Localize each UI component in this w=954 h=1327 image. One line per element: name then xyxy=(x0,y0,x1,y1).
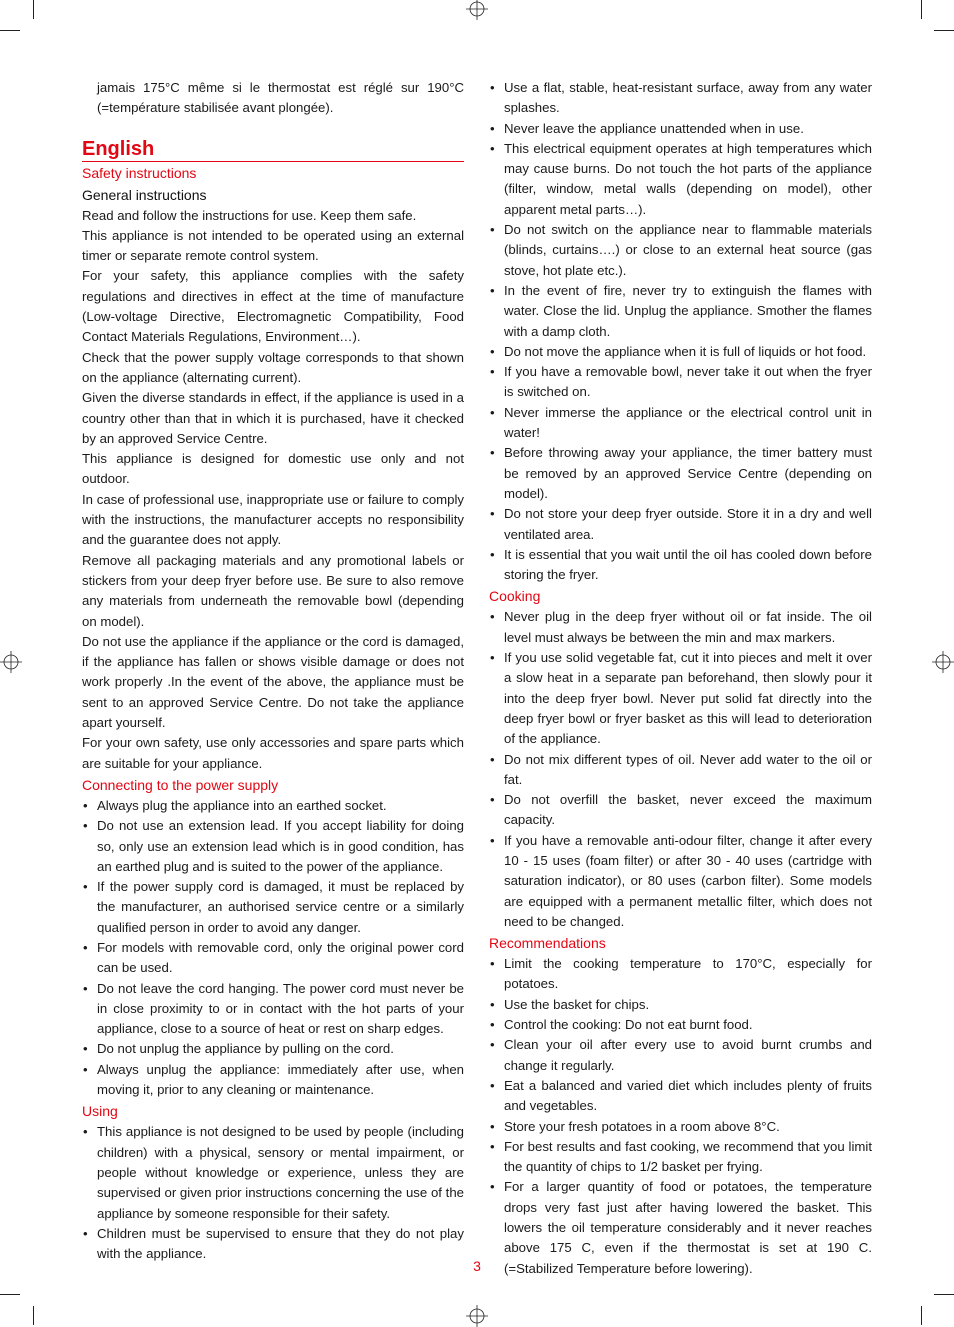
using-list-right xyxy=(489,78,872,585)
list-item: • It is essential that you wait until the oil has cooled down before storing the fryer. xyxy=(489,545,872,586)
paragraph: For your own safety, use only accessories and spare parts which are suitable for your appliance. xyxy=(82,735,464,771)
registration-mark-icon xyxy=(466,1305,488,1327)
list-item: • Store your fresh potatoes in a room above 8°C. xyxy=(489,1117,872,1137)
list-item: • Do not use an extension lead. If you accept liability for doing so, only use an extension lead which is in good condition, has an earthed plug and is suited to the power of the appliance. xyxy=(82,816,464,877)
list-item: • This electrical equipment operates at high temperatures which may cause burns. Do not touch the hot parts of the appliance (filter, window, metal walls (depending on model), other apparent metal parts…). xyxy=(489,139,872,220)
list-item: • Never plug in the deep fryer without oil or fat inside. The oil level must always be between the min and max markers. xyxy=(489,607,872,648)
using-list-left xyxy=(82,1122,464,1264)
left-column xyxy=(82,78,464,1264)
power-heading: Connecting to the power supply xyxy=(82,776,279,793)
using-heading: Using xyxy=(82,1103,118,1120)
list-item: • Do not switch on the appliance near to flammable materials (blinds, curtains….) or close to an external heat source (gas stove, hot plate etc.). xyxy=(489,220,872,281)
cooking-list xyxy=(489,607,872,932)
general-paragraphs xyxy=(82,206,464,774)
list-item: • If the power supply cord is damaged, it must be replaced by the manufacturer, an authorised service centre or a similarly qualified person in order to avoid any danger. xyxy=(82,877,464,938)
crop-mark xyxy=(934,1294,954,1295)
crop-mark xyxy=(33,1306,34,1325)
crop-mark xyxy=(934,30,954,31)
paragraph: This appliance is designed for domestic use only and not outdoor. xyxy=(82,451,464,487)
recommendations-list xyxy=(489,954,872,1279)
list-item: • For best results and fast cooking, we recommend that you limit the quantity of chips to 1/2 basket per frying. xyxy=(489,1137,872,1178)
crop-mark xyxy=(33,0,34,19)
list-item: • Clean your oil after every use to avoid burnt crumbs and change it regularly. xyxy=(489,1035,872,1076)
paragraph: For your safety, this appliance complies with the safety regulations and directives in effect at the time of manufacture (Low-voltage Directive, Electromagnetic Compatibility, Food Contact Materials Regulations, Environment…). xyxy=(82,268,464,345)
right-column xyxy=(489,78,872,1279)
list-item: • Do not move the appliance when it is full of liquids or hot food. xyxy=(489,342,872,362)
list-item: • For a larger quantity of food or potatoes, the temperature drops very fast just after having lowered the basket. This lowers the oil temperature considerably and it never reaches above 175 C, even if the thermostat is set at 190 C. (=Stabilized Temperature before lowering). xyxy=(489,1177,872,1278)
paragraph: Remove all packaging materials and any promotional labels or stickers from your deep fryer before use. Be sure to also remove any materials from underneath the removable bowl (depending on model). xyxy=(82,552,464,629)
paragraph: This appliance is not intended to be operated using an external timer or separate remote control system. xyxy=(82,227,464,264)
list-item: • Before throwing away your appliance, the timer battery must be removed by an approved Service Centre (depending on model). xyxy=(489,443,872,504)
crop-mark xyxy=(921,0,922,19)
list-item: • Always unplug the appliance: immediately after use, when moving it, prior to any cleaning or maintenance. xyxy=(82,1060,464,1101)
cooking-heading: Cooking xyxy=(489,588,541,605)
list-item: • If you have a removable bowl, never take it out when the fryer is switched on. xyxy=(489,362,872,403)
list-item: • For models with removable cord, only the original power cord can be used. xyxy=(82,938,464,979)
safety-heading: Safety instructions xyxy=(82,164,197,181)
crop-mark xyxy=(0,1294,20,1295)
registration-mark-icon xyxy=(0,651,22,673)
list-item: • In the event of fire, never try to extinguish the flames with water. Close the lid. Unplug the appliance. Smother the flames with a damp cloth. xyxy=(489,281,872,342)
list-item: • Do not leave the cord hanging. The power cord must never be in close proximity to or in contact with the hot parts of your appliance, close to a source of heat or rest on sharp edges. xyxy=(82,979,464,1040)
list-item: • Always plug the appliance into an earthed socket. xyxy=(82,796,464,816)
list-item: • Use the basket for chips. xyxy=(489,995,872,1015)
list-item: • Children must be supervised to ensure that they do not play with the appliance. xyxy=(82,1224,464,1265)
paragraph: Read and follow the instructions for use. Keep them safe. xyxy=(82,207,417,223)
list-item: • Eat a balanced and varied diet which includes plenty of fruits and vegetables. xyxy=(489,1076,872,1117)
recommendations-heading: Recommendations xyxy=(489,935,606,952)
registration-mark-icon xyxy=(466,0,488,20)
list-item: • If you have a removable anti-odour filter, change it after every 10 - 15 uses (foam filter) or after 30 - 40 uses (cartridge with saturation indicator), or 80 uses (carbon filter). Some models are equipped with a permanent metallic filter, which does not need to be changed. xyxy=(489,831,872,932)
list-item: • Limit the cooking temperature to 170°C, especially for potatoes. xyxy=(489,954,872,995)
list-item: • Use a flat, stable, heat-resistant surface, away from any water splashes. xyxy=(489,78,872,119)
general-heading: General instructions xyxy=(82,186,207,203)
language-heading: English xyxy=(82,137,464,162)
paragraph: Do not use the appliance if the appliance or the cord is damaged, if the appliance has fallen or shows visible damage or does not work properly .In the event of the above, the appliance must be sent to an approved Service Centre. Do not take the appliance apart yourself. xyxy=(82,633,464,731)
list-item: • This appliance is not designed to be used by people (including children) with a physical, sensory or mental impairment, or people without knowledge or experience, unless they are supervised or given prior instructions concerning the use of the appliance by someone responsible for their safety. xyxy=(82,1122,464,1223)
paragraph: In case of professional use, inappropriate use or failure to comply with the instructions, the manufacturer accepts no responsibility and the guarantee does not apply. xyxy=(82,491,464,548)
list-item: • Never leave the appliance unattended when in use. xyxy=(489,119,872,139)
list-item: • Do not mix different types of oil. Never add water to the oil or fat. xyxy=(489,750,872,791)
list-item: • Never immerse the appliance or the electrical control unit in water! xyxy=(489,403,872,444)
paragraph: Check that the power supply voltage corresponds to that shown on the appliance (alternating current). xyxy=(82,349,464,385)
registration-mark-icon xyxy=(932,651,954,673)
power-list xyxy=(82,796,464,1100)
crop-mark xyxy=(921,1306,922,1325)
crop-mark xyxy=(0,30,20,31)
list-item: • Do not store your deep fryer outside. Store it in a dry and well ventilated area. xyxy=(489,504,872,545)
page-number: 3 xyxy=(473,1258,481,1274)
list-item: • Control the cooking: Do not eat burnt food. xyxy=(489,1015,872,1035)
list-item: • If you use solid vegetable fat, cut it into pieces and melt it over a slow heat in a separate pan beforehand, then slowly pour it into the deep fryer bowl. Never put solid fat directly into the deep fryer bowl or fryer basket as this will lead to deterioration of the appliance. xyxy=(489,648,872,749)
intro-continuation: jamais 175°C même si le thermostat est réglé sur 190°C (=température stabilisée avant plongée). xyxy=(97,80,464,116)
paragraph: Given the diverse standards in effect, if the appliance is used in a country other than that in which it is purchased, have it checked by an approved Service Centre. xyxy=(82,390,464,446)
list-item: • Do not overfill the basket, never exceed the maximum capacity. xyxy=(489,790,872,831)
list-item: • Do not unplug the appliance by pulling on the cord. xyxy=(82,1039,464,1059)
